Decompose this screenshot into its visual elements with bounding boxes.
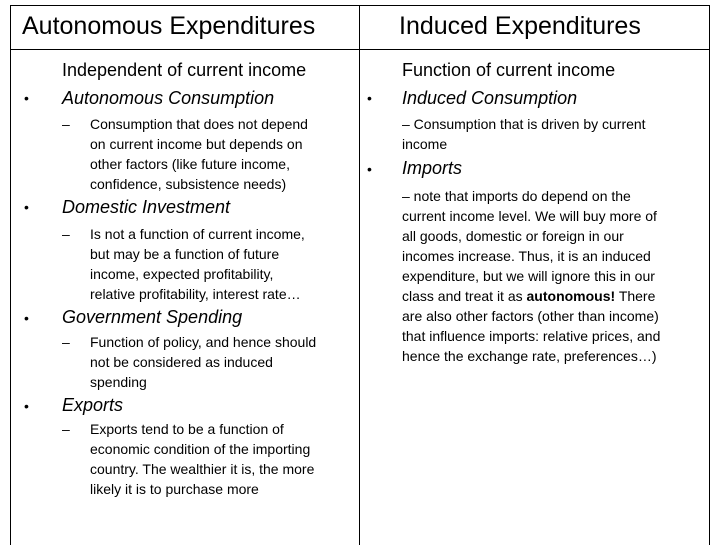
bullet-icon: • [367, 161, 372, 177]
bullet-icon: • [367, 90, 372, 106]
item-title-induced-consumption: Induced Consumption [402, 88, 578, 108]
dash-icon: – [62, 334, 70, 350]
item-detail-exports: Exports tend to be a function of economic condition of the importing country. The wealthier it is, the more likely it is to purchase more [90, 421, 315, 497]
left-subheading: Independent of current income [62, 60, 307, 80]
item-detail-imports: – note that imports do depend on the current income level. We will buy more of all goods, domestic or foreign in our incomes increase. Thus, it is an induced expenditure, but we will ignore this in our class and treat it as autonomous! There are also other factors (other than income) that influence imports: relative prices, and hence the exchange rate, preferences…) [402, 188, 661, 364]
bullet-icon: • [24, 398, 29, 414]
column-divider [359, 5, 360, 545]
item-detail-induced-consumption: – Consumption that is driven by current income [402, 116, 646, 152]
bullet-icon: • [24, 310, 29, 326]
item-title-government-spending: Government Spending [62, 307, 243, 327]
item-detail-government-spending: Function of policy, and hence should not be considered as induced spending [90, 334, 317, 390]
right-subheading: Function of current income [402, 60, 616, 80]
item-detail-domestic-investment: Is not a function of current income, but may be a function of future income, expected profitability, relative profitability, interest rate… [90, 226, 305, 302]
bullet-icon: • [24, 199, 29, 215]
header-divider [10, 49, 710, 50]
item-title-autonomous-consumption: Autonomous Consumption [62, 88, 275, 108]
item-title-domestic-investment: Domestic Investment [62, 197, 231, 217]
item-title-imports: Imports [402, 158, 463, 178]
item-detail-autonomous-consumption: Consumption that does not depend on current income but depends on other factors (like future income, confidence, subsistence needs) [90, 116, 308, 192]
dash-icon: – [62, 226, 70, 242]
bullet-icon: • [24, 90, 29, 106]
left-column-header: Autonomous Expenditures [22, 12, 316, 40]
item-title-exports: Exports [62, 395, 124, 415]
dash-icon: – [62, 421, 70, 437]
emphasis-autonomous: autonomous! [526, 288, 616, 304]
right-column-header: Induced Expenditures [399, 12, 641, 40]
dash-icon: – [62, 116, 70, 132]
